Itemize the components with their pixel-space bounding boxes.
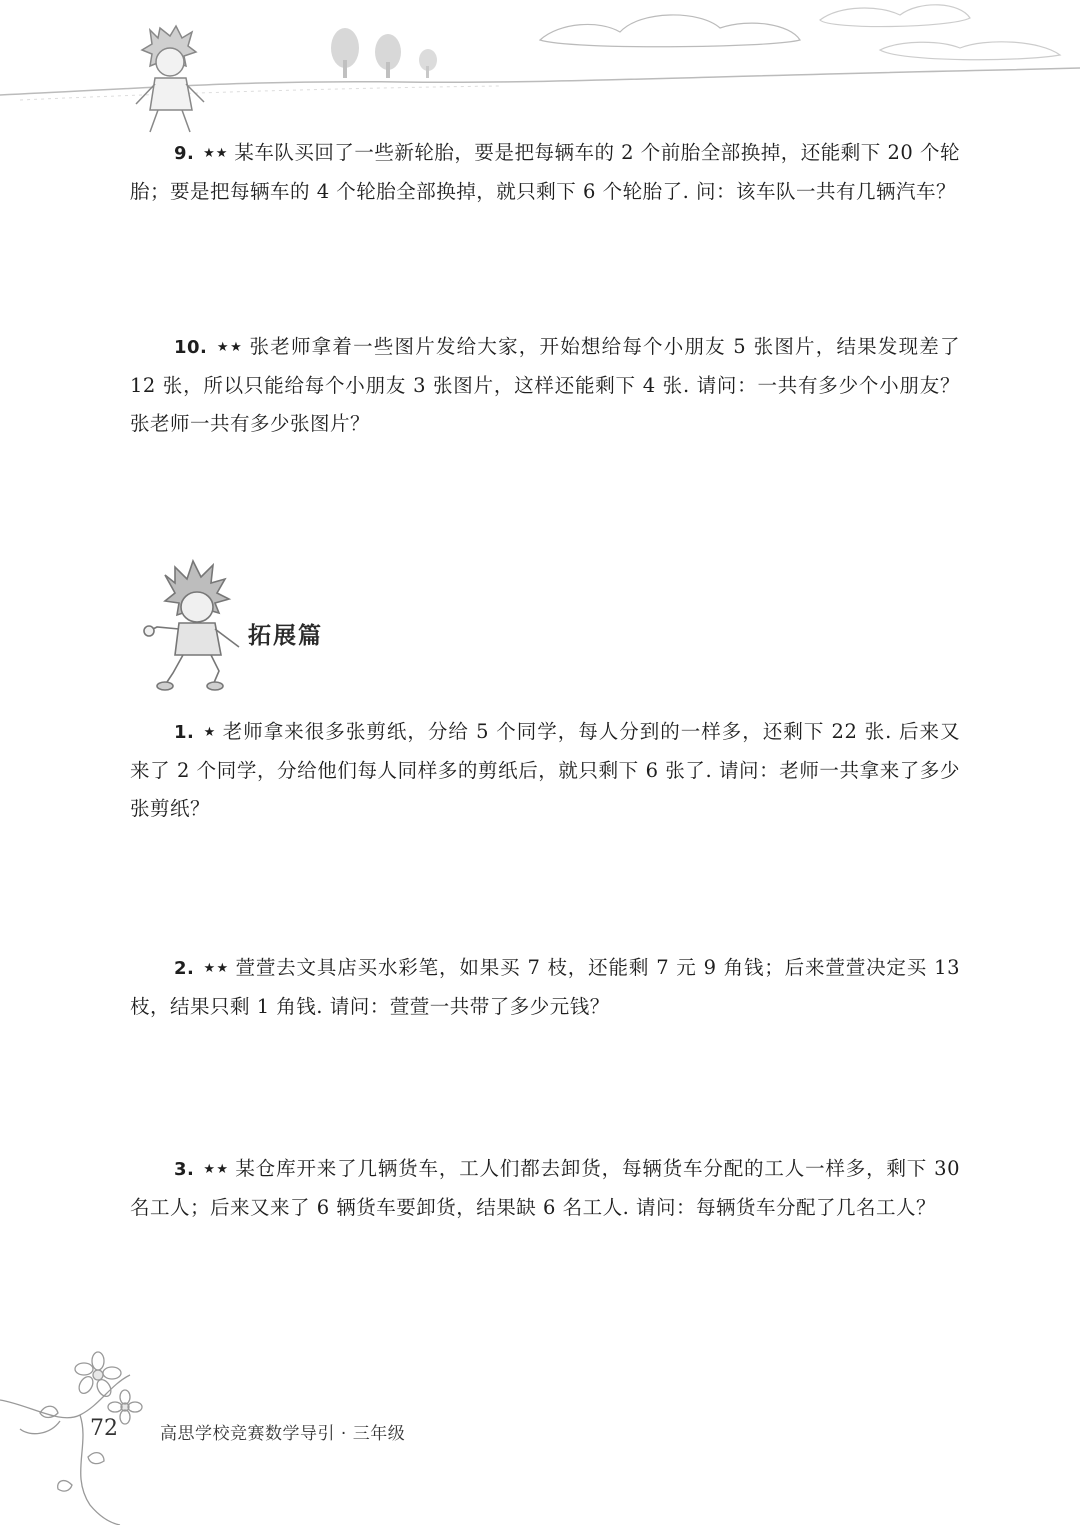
difficulty-stars: ★★ bbox=[203, 146, 229, 161]
problem-text: 某仓库开来了几辆货车，工人们都去卸货，每辆货车分配的工人一样多，剩下 30 名工人；后来又来了 6 辆货车要卸货，结果缺 6 名工人. 请问：每辆货车分配了几名工人？ bbox=[130, 1157, 960, 1219]
ext-problem-3 bbox=[130, 1150, 960, 1227]
difficulty-stars: ★★ bbox=[216, 340, 244, 355]
ext-problem-1 bbox=[130, 713, 960, 828]
problem-text: 某车队买回了一些新轮胎，要是把每辆车的 2 个前胎全部换掉，还能剩下 20 个轮胎；要是把每辆车的 4 个轮胎全部换掉，就只剩下 6 个轮胎了. 问：该车队一共有几辆汽车？ bbox=[130, 141, 961, 203]
problem-10 bbox=[130, 328, 960, 443]
problem-number: 1. bbox=[174, 722, 195, 743]
flower-vine-icon bbox=[0, 1345, 170, 1525]
problem-text: 张老师拿着一些图片发给大家，开始想给每个小朋友 5 张图片，结果发现差了 12 张，所以只能给每个小朋友 3 张图片，这样还能剩下 4 张. 请问：一共有多少个小朋友？ 张老师一共有多少张图片？ bbox=[130, 335, 961, 435]
page-number: 72 bbox=[90, 1416, 118, 1441]
problem-number: 10. bbox=[174, 337, 208, 358]
problem-number: 2. bbox=[174, 958, 195, 979]
difficulty-stars: ★★ bbox=[203, 961, 230, 976]
problem-text: 老师拿来很多张剪纸，分给 5 个同学，每人分到的一样多，还剩下 22 张. 后来又来了 2 个同学，分给他们每人同样多的剪纸后，就只剩下 6 张了. 请问：老师一共拿来了多少张剪纸？ bbox=[130, 720, 961, 820]
problem-number: 3. bbox=[174, 1159, 195, 1180]
cartoon-boy-landscape-icon bbox=[0, 0, 1080, 140]
difficulty-stars: ★ bbox=[203, 725, 217, 740]
difficulty-stars: ★★ bbox=[203, 1162, 230, 1177]
ext-problem-2 bbox=[130, 949, 960, 1026]
section-title: 拓展篇 bbox=[248, 623, 323, 649]
problem-9 bbox=[130, 134, 960, 211]
problem-number: 9. bbox=[174, 143, 195, 164]
problem-text: 萱萱去文具店买水彩笔，如果买 7 枝，还能剩 7 元 9 角钱；后来萱萱决定买 13 枝，结果只剩 1 角钱. 请问：萱萱一共带了多少元钱？ bbox=[130, 956, 961, 1018]
book-title: 高思学校竞赛数学导引 · 三年级 bbox=[160, 1424, 406, 1444]
